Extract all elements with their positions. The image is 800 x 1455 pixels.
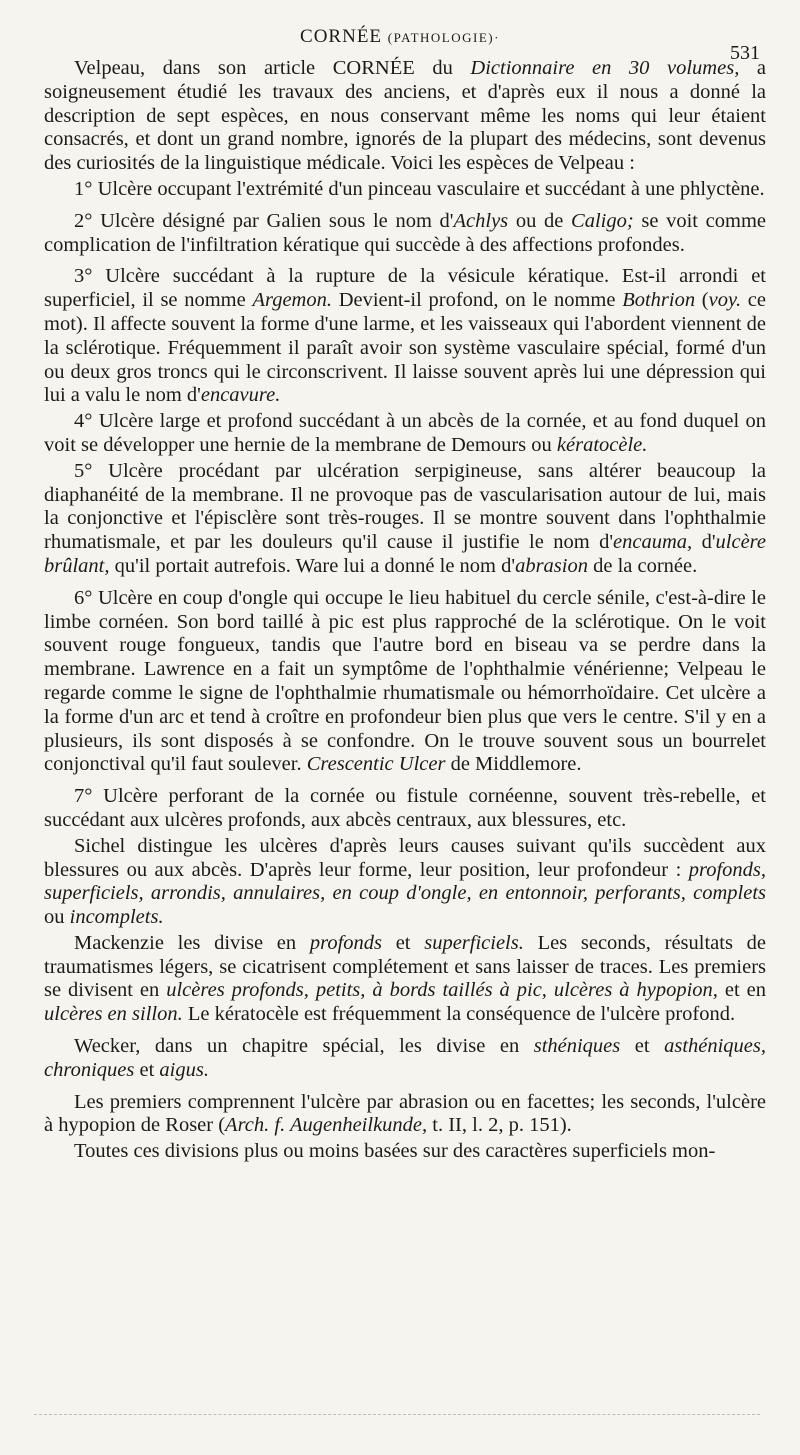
paragraph-premiers [44, 1091, 766, 1139]
text-run: ou de [508, 209, 572, 232]
text-run-italic: sthéniques [533, 1035, 621, 1058]
text-run: se voit comme complication de l'infiltration kératique qui succède à des affections profondes. [44, 209, 766, 256]
text-run-italic: profonds, superficiels, arrondis, annulaires, en coup d'ongle, en entonnoir, perforants, complets [44, 858, 766, 905]
text-run: ou [44, 906, 70, 929]
page-header [0, 26, 800, 64]
text-run: Devient-il profond, on le nomme [331, 289, 623, 312]
text-run-italic: asthéniques, chroniques [44, 1035, 767, 1081]
text-run-italic: aigus. [159, 1058, 209, 1081]
text-run: et [382, 931, 425, 954]
running-head-title: CORNÉE [300, 26, 383, 47]
text-run-italic: ulcère brûlant, [44, 531, 766, 577]
bottom-artifact-line [34, 1414, 760, 1415]
paragraph-mackenzie [44, 932, 766, 1027]
text-run: 3° Ulcère succédant à la rupture de la vésicule kératique. Est-il arrondi et superficiel, il se nomme [44, 265, 766, 312]
paragraph-intro [44, 57, 766, 176]
text-run: Wecker, dans un chapitre spécial, les divise en [74, 1035, 534, 1058]
text-run: a soigneusement étudié les travaux des anciens, et d'après eux il nous a donné la description de sept espèces, en nous conservant même les noms qui leur étaient consacrés, et dont un grand nombre, ignorés de la plupart des médecins, sont devenus des curiosités de la linguistique médicale. Voici les espèces de Velpeau : [44, 57, 767, 175]
paragraph-item-3 [44, 265, 766, 408]
text-run: et [134, 1058, 160, 1081]
text-run-italic: Crescentic Ulcer [306, 753, 446, 776]
text-run-italic: kératocèle. [556, 433, 648, 456]
text-run: Les premiers comprennent l'ulcère par abrasion ou en facettes; les seconds, l'ulcère à hypopion de Roser ( [44, 1090, 766, 1137]
text-run-italic: encauma, [613, 531, 693, 554]
text-run: de la cornée. [587, 554, 698, 577]
text-run: 6° Ulcère en coup d'ongle qui occupe le lieu habituel du cercle sénile, c'est-à-dire le limbe cornéen. Son bord taillé à pic est plus rapproché de la sclérotique. On le voit souvent rouge fongueux, tandis que l'autre bord en biseau va se perdre dans la membrane. Lawrence en a fait un symptôme de l'ophthalmie vénérienne; Velpeau le regarde comme le signe de l'ophthalmie rhumatismale ou hémorrhoïdaire. Cet ulcère a la forme d'un arc et tend à croître en profondeur bien plus que vers le centre. S'il y en a plusieurs, ils sont disposés à se confondre. On le trouve souvent sous un bourrelet conjonctival qu'il faut soulever. [44, 586, 766, 776]
text-run-italic: ulcères en sillon. [44, 1003, 183, 1026]
paragraph-item-5 [44, 460, 766, 579]
text-run: ( [695, 289, 709, 312]
text-run-italic: profonds [309, 931, 382, 954]
paragraph-sichel [44, 835, 766, 930]
body-text [44, 57, 766, 1166]
text-run: de Middlemore. [445, 753, 582, 776]
text-run: qu'il portait autrefois. Ware lui a donné le nom d' [109, 554, 516, 577]
text-run-italic: Achlys [453, 209, 509, 232]
paragraph-wecker [44, 1035, 766, 1083]
text-run: Toutes ces divisions plus ou moins basées sur des caractères superficiels mon- [74, 1140, 716, 1163]
text-run: Le kératocèle est fréquemment la conséquence de l'ulcère profond. [182, 1003, 736, 1026]
running-head [0, 26, 800, 48]
text-run-italic: abrasion [515, 554, 588, 577]
paragraph-conclusion [44, 1140, 766, 1164]
text-run-italic: encavure. [200, 384, 281, 407]
text-run: 1° Ulcère occupant l'extrémité d'un pinceau vasculaire et succédant à une phlyctène. [74, 177, 765, 200]
text-run: et [620, 1035, 665, 1058]
text-run-italic: ulcères profonds, petits, à bords taillés à pic, ulcères à hypopion, [166, 979, 718, 1002]
text-run: Velpeau, dans son article [74, 57, 333, 79]
text-run: 7° Ulcère perforant de la cornée ou fistule cornéenne, souvent très-rebelle, et succédant aux ulcères profonds, aux abcès centraux, aux blessures, etc. [44, 785, 766, 831]
text-run-smallcaps: CORNÉE [332, 57, 415, 79]
text-run-italic: voy. [708, 289, 742, 312]
paragraph-item-1 [44, 178, 766, 202]
paragraph-item-6 [44, 587, 766, 777]
text-run: d' [692, 531, 716, 554]
running-head-subtitle: (PATHOLOGIE)· [387, 30, 500, 45]
text-run: et en [717, 979, 766, 1002]
text-run-italic: Dictionnaire en 30 volumes, [470, 57, 740, 79]
text-run: Mackenzie les divise en [74, 931, 310, 954]
text-run-italic: Argemon. [252, 289, 332, 312]
text-run: Les seconds, résultats de traumatismes légers, se cicatrisent complétement et sans laisser de traces. Les premiers se divisent en [44, 931, 766, 1002]
page-number: 531 [730, 42, 760, 64]
text-run-italic: Bothrion [622, 289, 696, 312]
text-run-italic: Caligo; [571, 209, 634, 232]
text-run: Sichel distingue les ulcères d'après leurs causes suivant qu'ils succèdent aux blessures ou aux abcès. D'après leur forme, leur position, leur profondeur : [44, 834, 766, 881]
text-run: 2° Ulcère désigné par Galien sous le nom d' [74, 209, 454, 232]
text-run-italic: incomplets. [69, 906, 164, 929]
paragraph-item-4 [44, 410, 766, 458]
text-run: ce mot). Il affecte souvent la forme d'une larme, et les vaisseaux qui l'abordent viennent de la sclérotique. Fréquemment il paraît avoir son système vasculaire spécial, formé d'un ou deux gros troncs qui le circonscrivent. Il laisse souvent après lui une dépression qui lui a valu le nom d' [44, 289, 767, 407]
text-run: t. II, l. 2, p. 151). [427, 1114, 572, 1137]
paragraph-item-2 [44, 210, 766, 258]
text-run: 4° Ulcère large et profond succédant à un abcès de la cornée, et au fond duquel on voit se développer une hernie de la membrane de Demours ou [44, 410, 766, 456]
text-run-italic: Arch. f. Augenheilkunde, [225, 1114, 428, 1137]
text-run: 5° Ulcère procédant par ulcération serpigineuse, sans altérer beaucoup la diaphanéité de la membrane. Il ne provoque pas de vascularisation autour de lui, mais la conjonctive et l'épisclère sont très-rouges. Il se montre souvent dans l'ophthalmie rhumatismale, et par les douleurs qu'il cause il justifie le nom d' [44, 459, 766, 554]
text-run: du [414, 57, 471, 79]
paragraph-item-7 [44, 785, 766, 833]
text-run-italic: superficiels. [424, 931, 524, 954]
